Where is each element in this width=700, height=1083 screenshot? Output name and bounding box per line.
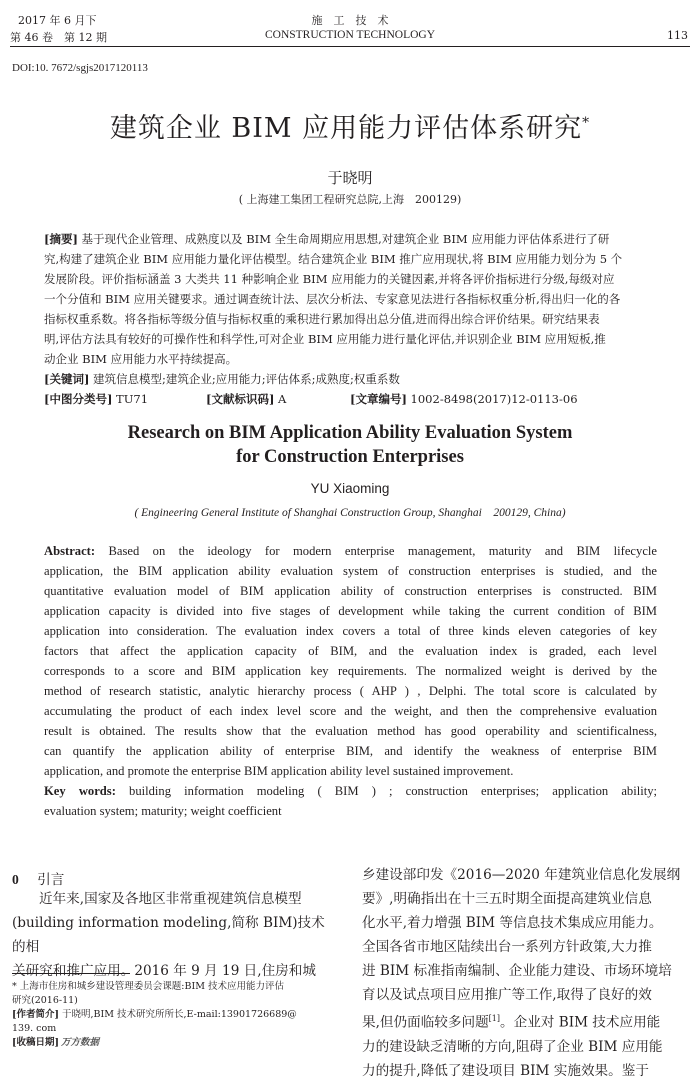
- author-note-cont: 139. com: [12, 1023, 57, 1034]
- abstract-cn-line: 发展阶段。评价指标涵盖 3 大类共 11 种影响企业 BIM 应用能力的关键因素,并将各评价指标进行分级,每级对应: [44, 272, 615, 286]
- issue-date: 2017 年 6 月下: [18, 14, 97, 27]
- abstract-cn-line: 一个分值和 BIM 应用关键要求。通过调查统计法、层次分析法、专家意见法进行各指标权重分析,得出归一化的各: [44, 292, 621, 306]
- doc-code-field: [206, 389, 286, 409]
- abstract-cn: [44, 229, 660, 409]
- section-number: 0: [12, 872, 19, 887]
- body-text: 。企业对 BIM 技术应用能: [500, 1014, 661, 1031]
- left-column: [12, 887, 337, 983]
- affiliation-en: ( Engineering General Institute of Shanghai Construction Group, Shanghai 200129, China): [134, 507, 566, 519]
- page-number: 113: [667, 29, 688, 42]
- footnote-divider: [12, 973, 130, 974]
- body-line: 全国各省市地区陆续出台一系列方针政策,大力推: [362, 939, 652, 955]
- body-line: 关研究和推广应用。2016 年 9 月 19 日,住房和城: [12, 963, 316, 979]
- author-note: [12, 1008, 337, 1022]
- section-title: 引言: [37, 872, 65, 888]
- abstract-en-line: application, the BIM application ability evaluation system of construction enterprises is studied, and the: [44, 564, 657, 578]
- paper-title-en-line1: Research on BIM Application Ability Evaluation System: [127, 423, 573, 443]
- article-number-value: 1002-8498(2017)12-0113-06: [410, 392, 578, 406]
- abstract-en-line: quantitative evaluation model of BIM application ability of construction enterprises is constructed. BIM: [44, 584, 657, 598]
- keywords-en-line2: evaluation system; maturity; weight coefficient: [44, 804, 282, 818]
- body-text: 果,但仍面临较多问题: [362, 1014, 489, 1031]
- abstract-cn-line: [44, 229, 660, 249]
- article-number-field: [350, 389, 578, 409]
- clc-field: [44, 389, 148, 409]
- abstract-en: [44, 541, 657, 821]
- footnotes: [12, 980, 337, 1050]
- author-note-text: 于晓明,BIM 技术研究所所长,E-mail:13901726689@: [62, 1009, 297, 1020]
- journal-name-en: CONSTRUCTION TECHNOLOGY: [264, 29, 436, 41]
- keywords-en-text: building information modeling ( BIM ) ; construction enterprises; application ability;: [129, 784, 657, 798]
- body-line: 化水平,着力增强 BIM 等信息技术集成应用能力。: [362, 915, 663, 931]
- paper-title-en-line2: for Construction Enterprises: [236, 447, 464, 467]
- fund-note: * 上海市住房和城乡建设管理委员会课题:BIM 技术应用能力评估: [12, 981, 284, 992]
- affiliation-cn: ( 上海建工集团工程研究总院,上海 200129): [238, 193, 462, 206]
- section-heading: [12, 868, 64, 888]
- abstract-en-line: factors that affect the application capacity of BIM, and the evaluation index is graded, each level: [44, 644, 657, 658]
- classification-line: [44, 389, 660, 409]
- abstract-en-line: [44, 541, 657, 561]
- header-rule: [10, 46, 690, 47]
- body-line: 育以及试点项目应用推广等工作,取得了良好的效: [362, 987, 652, 1003]
- journal-name-cn: 施 工 技 术: [311, 14, 389, 27]
- abstract-en-line: accumulating the product of each index level score and the weight, and then the comprehensive evaluation: [44, 704, 657, 718]
- right-column: [362, 863, 690, 1083]
- abstract-en-line: application capacity is divided into five stages of development while taking the current condition of BIM: [44, 604, 657, 618]
- author-en: YU Xiaoming: [310, 481, 390, 496]
- database-watermark: 万方数据: [61, 1037, 100, 1048]
- body-line: 乡建设部印发《2016—2020 年建筑业信息化发展纲: [362, 867, 681, 883]
- received-date: [12, 1036, 337, 1050]
- fund-note-cont: 研究(2016-11): [12, 995, 78, 1006]
- keywords-cn-label: [关键词]: [44, 372, 90, 386]
- clc-label: [中图分类号]: [44, 392, 113, 406]
- body-line: 力的建设缺乏清晰的方向,阻碍了企业 BIM 应用能: [362, 1038, 663, 1055]
- clc-value: TU71: [116, 392, 149, 406]
- citation-ref[interactable]: [1]: [488, 1014, 501, 1023]
- abstract-en-line: corresponds to a score and BIM application key requirements. The normalized weight is derived by the: [44, 664, 657, 678]
- body-line: 要》,明确指出在十三五时期全面提高建筑业信息: [362, 891, 652, 907]
- received-date-label: [收稿日期]: [12, 1037, 59, 1048]
- title-text: 建筑企业 BIM 应用能力评估体系研究: [109, 113, 583, 144]
- keywords-en-label: Key words:: [44, 784, 116, 798]
- journal-volume: 第 46 卷 第 12 期: [10, 31, 107, 44]
- abstract-en-line: application into consideration. The evaluation index covers a total of three kinds eleven categories of key: [44, 624, 657, 638]
- abstract-cn-label: [摘要]: [44, 232, 78, 246]
- abstract-cn-text: 基于现代企业管理、成熟度以及 BIM 全生命周期应用思想,对建筑企业 BIM 应用能力评估体系进行了研: [81, 232, 610, 246]
- abstract-en-text: Based on the ideology for modern enterprise management, maturity and BIM lifecycle: [108, 544, 657, 558]
- abstract-en-line: can quantify the application ability of enterprise BIM, and identify the weakness of enterprise BIM: [44, 744, 657, 758]
- body-line: 进 BIM 标准指南编制、企业能力建设、市场环境培: [362, 963, 672, 979]
- body-line: 力的提升,降低了建设项目 BIM 实施效果。鉴于: [362, 1062, 649, 1079]
- abstract-en-line: result is obtained. The results show that the evaluation method has good operability and scientificalness,: [44, 724, 657, 738]
- article-number-label: [文章编号]: [350, 392, 407, 406]
- body-line: [362, 1007, 690, 1035]
- keywords-cn: [44, 369, 660, 389]
- paper-title-cn: [0, 106, 700, 145]
- title-footnote-mark: *: [582, 115, 591, 131]
- author-note-label: [作者简介]: [12, 1009, 59, 1020]
- abstract-cn-line: 动企业 BIM 应用能力水平持续提高。: [44, 352, 238, 366]
- author-cn: 于晓明: [327, 169, 373, 187]
- abstract-en-line: application, and promote the enterprise BIM application ability level sustained improvement.: [44, 764, 514, 778]
- body-line: (building information modeling,简称 BIM)技术的相: [12, 915, 325, 955]
- abstract-cn-line: 指标权重系数。将各指标等级分值与指标权重的乘积进行累加得出总分值,进而得出综合评价结果。研究结果表: [44, 312, 600, 326]
- abstract-en-line: method of research statistic, analytic hierarchy process ( AHP ) , Delphi. The total score is calculated by: [44, 684, 657, 698]
- abstract-cn-line: 明,评估方法具有较好的可操作性和科学性,可对企业 BIM 应用能力进行量化评估,并识别企业 BIM 应用短板,推: [44, 332, 606, 346]
- keywords-cn-text: 建筑信息模型;建筑企业;应用能力;评估体系;成熟度;权重系数: [93, 372, 400, 386]
- abstract-en-label: Abstract:: [44, 544, 96, 558]
- body-line: 近年来,国家及各地区非常重视建筑信息模型: [39, 891, 302, 907]
- keywords-en: [44, 781, 657, 801]
- doc-code-value: A: [278, 392, 287, 406]
- doc-code-label: [文献标识码]: [206, 392, 275, 406]
- doi: DOI:10. 7672/sgjs2017120113: [12, 62, 148, 74]
- abstract-cn-line: 究,构建了建筑企业 BIM 应用能力量化评估模型。结合建筑企业 BIM 推广应用现状,将 BIM 应用能力划分为 5 个: [44, 252, 623, 266]
